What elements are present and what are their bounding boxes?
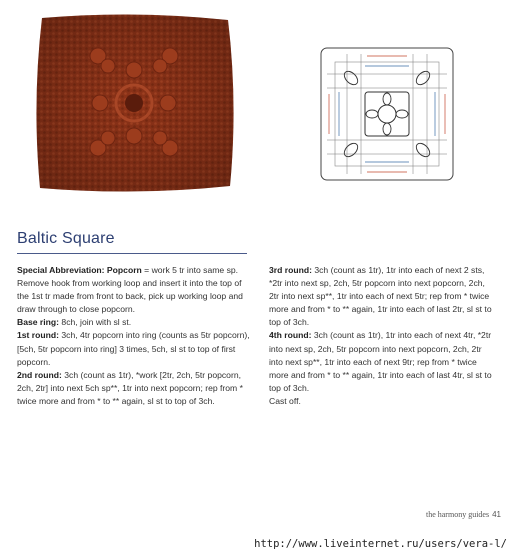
round-1-paragraph xyxy=(17,329,252,368)
base-ring-paragraph xyxy=(17,316,252,329)
crochet-square-photo xyxy=(28,8,240,198)
special-abbreviation-text: = work 5 tr into same sp. Remove hook from working loop and insert it into the top of the 1st tr made from front to back, pick up working loop and draw through to close popcorn. xyxy=(17,265,243,315)
round-3-label: 3rd round: xyxy=(269,265,312,275)
round-3-text: 3ch (count as 1tr), 1tr into each of next 2 sts, *2tr into next sp, 2ch, 5tr popcorn into next popcorn, 2ch, 2tr into next sp**, 1tr into each of next 5tr; rep from * twice more and from * to ** again, 1tr into each of last 2tr, sl st to top of 3ch. xyxy=(269,265,492,328)
special-abbreviation-paragraph xyxy=(17,264,252,316)
round-2-paragraph xyxy=(17,369,252,408)
round-2-text: 3ch (count as 1tr), *work [2tr, 2ch, 5tr popcorn, 2ch, 2tr] into next 5ch sp**, 1tr into next popcorn; rep from * twice more and from * to ** again, sl st to top of 3ch. xyxy=(17,369,243,406)
base-ring-text: 8ch, join with sl st. xyxy=(59,317,132,328)
watermark-url: http://www.liveinternet.ru/users/vera-l/ xyxy=(254,538,507,550)
round-1-label: 1st round: xyxy=(17,330,60,341)
round-4-label: 4th round: xyxy=(269,330,312,341)
round-3-paragraph xyxy=(269,264,497,329)
instructions-left-column xyxy=(17,264,252,408)
round-4-text: 3ch (count as 1tr), 1tr into each of next 4tr, *2tr into next sp, 2ch, 5tr popcorn into next popcorn, 2ch, 2tr into next sp**, 1tr into each of next 9tr; rep from * twice more and from * to ** again, 1tr into each of last 4tr, sl st to top of 3ch. xyxy=(269,330,492,393)
publisher-name: the harmony guides xyxy=(425,510,490,519)
pattern-title: Baltic Square xyxy=(17,230,115,247)
special-abbreviation-label: Special Abbreviation: Popcorn xyxy=(17,265,142,275)
title-divider xyxy=(17,253,247,254)
cast-off-paragraph: Cast off. xyxy=(269,395,301,406)
page-footer xyxy=(426,510,501,519)
instructions-right-column xyxy=(269,264,497,408)
base-ring-label: Base ring: xyxy=(17,317,60,328)
page-number: 41 xyxy=(492,510,501,519)
round-2-label: 2nd round: xyxy=(17,369,62,380)
round-1-text: 3ch, 4tr popcorn into ring (counts as 5tr popcorn), [5ch, 5tr popcorn into ring] 3 times, 5ch, sl st to top of first popcorn. xyxy=(17,330,250,367)
round-4-paragraph xyxy=(269,329,497,394)
stitch-chart-diagram xyxy=(317,44,457,184)
